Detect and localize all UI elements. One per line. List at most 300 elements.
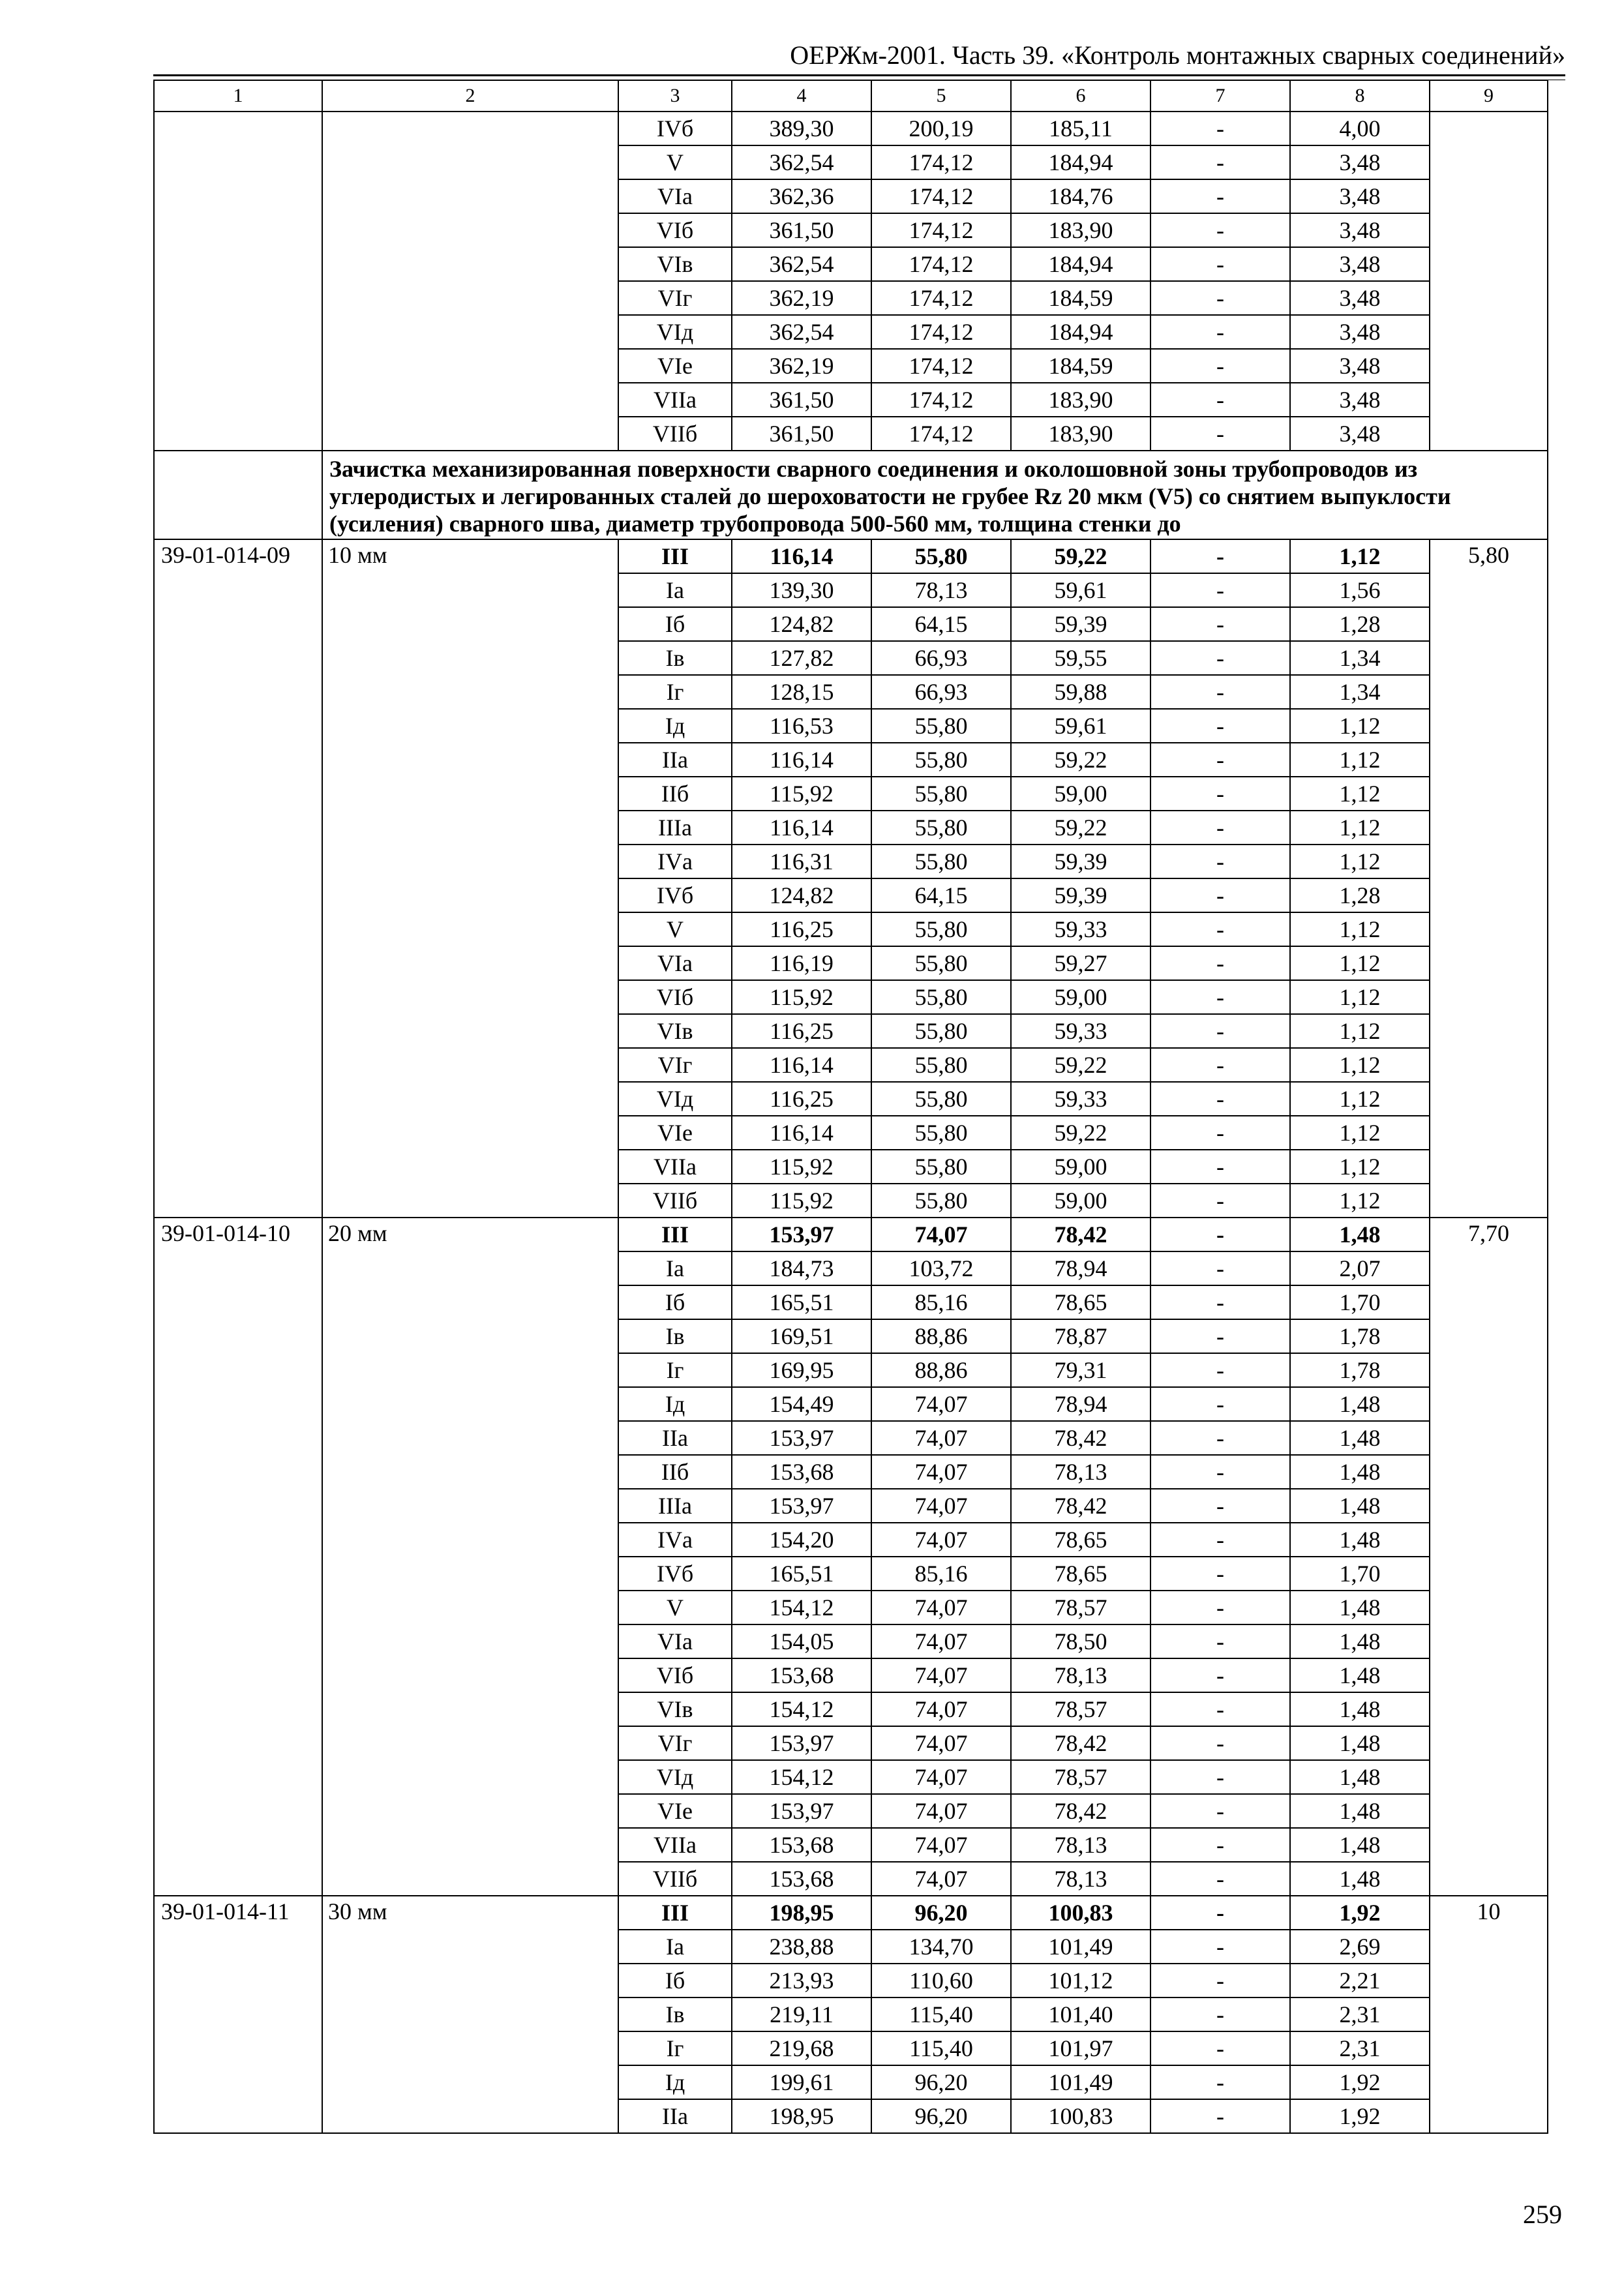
column-number: 3 (618, 80, 732, 112)
table-cell: 174,12 (871, 383, 1011, 417)
table-cell: 78,57 (1011, 1591, 1150, 1624)
table-cell: 116,14 (732, 743, 871, 777)
table-cell: - (1150, 383, 1290, 417)
table-cell: - (1150, 247, 1290, 281)
table-cell: 115,92 (732, 980, 871, 1014)
table-cell: 74,07 (871, 1828, 1011, 1862)
table-cell: 1,28 (1290, 607, 1430, 641)
table-cell: 115,92 (732, 1150, 871, 1184)
wall-thickness: 20 мм (322, 1218, 618, 1896)
table-cell: 1,48 (1290, 1624, 1430, 1658)
table-cell: 59,00 (1011, 1150, 1150, 1184)
table-cell: 100,83 (1011, 2099, 1150, 2133)
table-cell: - (1150, 1930, 1290, 1964)
table-cell: 55,80 (871, 743, 1011, 777)
table-cell: 2,31 (1290, 2031, 1430, 2065)
table-cell: 174,12 (871, 417, 1011, 451)
table-cell: 55,80 (871, 946, 1011, 980)
price-table (153, 80, 1548, 2134)
table-cell: VIе (618, 1116, 732, 1150)
table-cell: - (1150, 1896, 1290, 1930)
table-cell: 1,12 (1290, 811, 1430, 845)
table-cell: VIб (618, 213, 732, 247)
table-cell: - (1150, 145, 1290, 179)
table-cell: VIIб (618, 1184, 732, 1218)
table-cell: 362,54 (732, 315, 871, 349)
table-cell: 59,00 (1011, 980, 1150, 1014)
table-cell: Iа (618, 1251, 732, 1285)
table-cell: 183,90 (1011, 383, 1150, 417)
table-cell: 74,07 (871, 1726, 1011, 1760)
table-cell: 1,48 (1290, 1862, 1430, 1896)
table-cell: 1,12 (1290, 1150, 1430, 1184)
table-cell: 59,39 (1011, 878, 1150, 912)
table-cell: - (1150, 281, 1290, 315)
table-cell: 1,48 (1290, 1760, 1430, 1794)
table-cell: IVб (618, 1557, 732, 1591)
table-cell: 1,48 (1290, 1523, 1430, 1557)
table-cell: - (1150, 1726, 1290, 1760)
table-cell: - (1150, 1082, 1290, 1116)
table-cell: 74,07 (871, 1523, 1011, 1557)
table-cell: IVб (618, 112, 732, 145)
table-cell: - (1150, 912, 1290, 946)
table-cell: 3,48 (1290, 383, 1430, 417)
table-cell: 4,00 (1290, 112, 1430, 145)
table-cell: 362,36 (732, 179, 871, 213)
table-cell: - (1150, 845, 1290, 878)
table-cell: 153,97 (732, 1489, 871, 1523)
table-cell: 101,49 (1011, 1930, 1150, 1964)
table-cell: III (618, 539, 732, 573)
table-cell: - (1150, 1489, 1290, 1523)
table-cell: - (1150, 1421, 1290, 1455)
table-cell: 361,50 (732, 383, 871, 417)
section-description: Зачистка механизированная поверхности сварного соединения и околошовной зоны трубопроводов из углеродистых и легированных сталей до шероховатости не грубее Rz 20 мкм (V5) со снятием выпуклости (усиления) сварного шва, диаметр трубопровода 500-560 мм, толщина стенки до (322, 451, 1548, 539)
column-9-value: 5,80 (1430, 539, 1548, 1218)
table-cell: 59,22 (1011, 811, 1150, 845)
code-cell-empty (154, 112, 322, 451)
table-cell: 1,12 (1290, 1116, 1430, 1150)
table-cell: 238,88 (732, 1930, 871, 1964)
table-cell: 184,59 (1011, 349, 1150, 383)
table-cell: VIIб (618, 417, 732, 451)
table-cell: - (1150, 2031, 1290, 2065)
table-cell: 74,07 (871, 1692, 1011, 1726)
table-cell: 1,12 (1290, 912, 1430, 946)
table-cell: VIд (618, 315, 732, 349)
table-cell: 1,12 (1290, 1048, 1430, 1082)
table-cell: 59,61 (1011, 573, 1150, 607)
column-number: 5 (871, 80, 1011, 112)
table-cell: 198,95 (732, 2099, 871, 2133)
table-cell: 55,80 (871, 709, 1011, 743)
table-cell: 1,12 (1290, 539, 1430, 573)
table-cell: 64,15 (871, 878, 1011, 912)
table-cell: 101,12 (1011, 1964, 1150, 1997)
table-cell: - (1150, 878, 1290, 912)
table-cell: 3,48 (1290, 179, 1430, 213)
table-cell: - (1150, 709, 1290, 743)
table-cell: 154,05 (732, 1624, 871, 1658)
table-cell: III (618, 1896, 732, 1930)
table-cell: 1,48 (1290, 1421, 1430, 1455)
table-cell: - (1150, 777, 1290, 811)
table-row (154, 1896, 1548, 1930)
table-cell: 183,90 (1011, 417, 1150, 451)
table-cell: - (1150, 1048, 1290, 1082)
table-cell: 174,12 (871, 315, 1011, 349)
table-cell: Iд (618, 1387, 732, 1421)
table-cell: 3,48 (1290, 315, 1430, 349)
table-cell: 78,50 (1011, 1624, 1150, 1658)
table-cell: 1,12 (1290, 743, 1430, 777)
table-cell: 55,80 (871, 1082, 1011, 1116)
table-cell: 1,56 (1290, 573, 1430, 607)
table-cell: 116,53 (732, 709, 871, 743)
table-cell: 127,82 (732, 641, 871, 675)
table-cell: VIг (618, 281, 732, 315)
table-cell: 96,20 (871, 1896, 1011, 1930)
table-cell: 59,88 (1011, 675, 1150, 709)
table-cell: Iд (618, 709, 732, 743)
table-cell: 55,80 (871, 1116, 1011, 1150)
table-cell: - (1150, 2065, 1290, 2099)
table-cell: 1,12 (1290, 946, 1430, 980)
table-cell: - (1150, 1218, 1290, 1251)
table-cell: Iв (618, 1997, 732, 2031)
table-cell: 96,20 (871, 2099, 1011, 2133)
table-cell: 66,93 (871, 675, 1011, 709)
table-cell: 78,13 (1011, 1862, 1150, 1896)
table-cell: - (1150, 1557, 1290, 1591)
table-cell: 200,19 (871, 112, 1011, 145)
table-cell: 116,14 (732, 539, 871, 573)
table-cell: 55,80 (871, 1150, 1011, 1184)
table-cell: - (1150, 1014, 1290, 1048)
table-cell: - (1150, 417, 1290, 451)
table-cell: 78,13 (1011, 1455, 1150, 1489)
table-cell: - (1150, 213, 1290, 247)
table-cell: 78,65 (1011, 1285, 1150, 1319)
size-cell-empty (322, 112, 618, 451)
table-cell: 74,07 (871, 1760, 1011, 1794)
table-cell: - (1150, 1964, 1290, 1997)
table-cell: 1,78 (1290, 1353, 1430, 1387)
table-cell: VIIа (618, 1150, 732, 1184)
table-cell: - (1150, 1455, 1290, 1489)
table-cell: 1,48 (1290, 1692, 1430, 1726)
table-cell: 2,69 (1290, 1930, 1430, 1964)
table-cell: 1,48 (1290, 1489, 1430, 1523)
table-cell: 154,49 (732, 1387, 871, 1421)
table-cell: 74,07 (871, 1455, 1011, 1489)
table-cell: Iг (618, 675, 732, 709)
table-cell: - (1150, 607, 1290, 641)
table-cell: - (1150, 1658, 1290, 1692)
table-cell: VIд (618, 1082, 732, 1116)
table-cell: 153,68 (732, 1862, 871, 1896)
table-cell: - (1150, 1319, 1290, 1353)
table-cell: V (618, 145, 732, 179)
table-cell: Iг (618, 2031, 732, 2065)
table-cell: 55,80 (871, 845, 1011, 878)
table-cell: - (1150, 1116, 1290, 1150)
table-cell: 55,80 (871, 980, 1011, 1014)
table-cell: 78,42 (1011, 1421, 1150, 1455)
table-cell: Iв (618, 1319, 732, 1353)
section-description-row (154, 451, 1548, 539)
table-cell: 103,72 (871, 1251, 1011, 1285)
table-cell: 3,48 (1290, 247, 1430, 281)
table-cell: 115,40 (871, 2031, 1011, 2065)
table-cell: 1,12 (1290, 709, 1430, 743)
page-number: 259 (1523, 2200, 1562, 2229)
table-cell: 79,31 (1011, 1353, 1150, 1387)
table-cell: - (1150, 1251, 1290, 1285)
table-cell: 199,61 (732, 2065, 871, 2099)
table-cell: 115,92 (732, 777, 871, 811)
table-cell: 165,51 (732, 1285, 871, 1319)
table-cell: VIв (618, 1692, 732, 1726)
table-cell: - (1150, 1624, 1290, 1658)
table-cell: 116,31 (732, 845, 871, 878)
table-cell: 59,33 (1011, 912, 1150, 946)
table-cell: 362,19 (732, 281, 871, 315)
table-cell: - (1150, 179, 1290, 213)
table-cell: 3,48 (1290, 213, 1430, 247)
table-cell: 165,51 (732, 1557, 871, 1591)
table-cell: - (1150, 1692, 1290, 1726)
table-cell: 78,42 (1011, 1218, 1150, 1251)
table-cell: 184,59 (1011, 281, 1150, 315)
table-cell: 78,57 (1011, 1760, 1150, 1794)
wall-thickness: 10 мм (322, 539, 618, 1218)
table-cell: 1,92 (1290, 2099, 1430, 2133)
table-cell: 59,39 (1011, 607, 1150, 641)
table-cell: IIб (618, 777, 732, 811)
table-cell: - (1150, 315, 1290, 349)
table-cell: 1,12 (1290, 1082, 1430, 1116)
column-number-row (154, 80, 1548, 112)
table-cell: 74,07 (871, 1658, 1011, 1692)
table-cell: 153,97 (732, 1218, 871, 1251)
table-cell: 174,12 (871, 281, 1011, 315)
table-cell: - (1150, 1523, 1290, 1557)
table-cell: 1,12 (1290, 777, 1430, 811)
table-cell: 115,40 (871, 1997, 1011, 2031)
table-cell: 169,51 (732, 1319, 871, 1353)
table-cell: 59,27 (1011, 946, 1150, 980)
table-cell: 3,48 (1290, 145, 1430, 179)
table-cell: V (618, 912, 732, 946)
table-cell: 153,68 (732, 1455, 871, 1489)
column-9-value: 7,70 (1430, 1218, 1548, 1896)
table-cell: 116,14 (732, 811, 871, 845)
table-cell: VIа (618, 946, 732, 980)
table-cell: 169,95 (732, 1353, 871, 1387)
table-cell: - (1150, 1794, 1290, 1828)
table-cell: 100,83 (1011, 1896, 1150, 1930)
table-cell: 78,42 (1011, 1794, 1150, 1828)
table-cell: 1,92 (1290, 2065, 1430, 2099)
table-cell: Iа (618, 573, 732, 607)
table-cell: 1,48 (1290, 1726, 1430, 1760)
table-cell: Iд (618, 2065, 732, 2099)
table-cell: 59,22 (1011, 1116, 1150, 1150)
table-cell: 198,95 (732, 1896, 871, 1930)
table-cell: IIа (618, 743, 732, 777)
table-cell: 74,07 (871, 1489, 1011, 1523)
table-cell: 78,94 (1011, 1387, 1150, 1421)
table-cell: VIг (618, 1048, 732, 1082)
table-cell: 1,48 (1290, 1218, 1430, 1251)
table-cell: 78,57 (1011, 1692, 1150, 1726)
table-cell: 116,25 (732, 912, 871, 946)
table-cell: - (1150, 811, 1290, 845)
table-cell: 184,94 (1011, 315, 1150, 349)
table-cell: - (1150, 1387, 1290, 1421)
table-cell: 213,93 (732, 1964, 871, 1997)
table-cell: 55,80 (871, 777, 1011, 811)
table-cell: 1,48 (1290, 1658, 1430, 1692)
table-cell: 74,07 (871, 1421, 1011, 1455)
table-cell: 184,94 (1011, 247, 1150, 281)
table-cell: 1,48 (1290, 1591, 1430, 1624)
table-cell: 78,65 (1011, 1523, 1150, 1557)
table-cell: 124,82 (732, 607, 871, 641)
column-number: 9 (1430, 80, 1548, 112)
table-cell: - (1150, 1828, 1290, 1862)
table-cell: 116,14 (732, 1048, 871, 1082)
table-cell: 183,90 (1011, 213, 1150, 247)
table-cell: 1,70 (1290, 1557, 1430, 1591)
table-cell: 3,48 (1290, 349, 1430, 383)
table-cell: - (1150, 1184, 1290, 1218)
table-cell: 154,12 (732, 1760, 871, 1794)
table-cell: 78,13 (1011, 1828, 1150, 1862)
table-cell: 59,22 (1011, 743, 1150, 777)
position-code: 39-01-014-10 (154, 1218, 322, 1896)
column-number: 4 (732, 80, 871, 112)
table-cell: 219,68 (732, 2031, 871, 2065)
table-cell: - (1150, 573, 1290, 607)
table-cell: VIе (618, 349, 732, 383)
table-cell: - (1150, 1150, 1290, 1184)
table-cell: 101,97 (1011, 2031, 1150, 2065)
table-cell: 55,80 (871, 811, 1011, 845)
table-cell: - (1150, 743, 1290, 777)
table-cell: - (1150, 112, 1290, 145)
table-cell: 128,15 (732, 675, 871, 709)
table-cell: 219,11 (732, 1997, 871, 2031)
table-cell: 59,61 (1011, 709, 1150, 743)
table-cell: IVб (618, 878, 732, 912)
table-cell: 2,21 (1290, 1964, 1430, 1997)
table-cell: VIб (618, 980, 732, 1014)
table-cell: 74,07 (871, 1862, 1011, 1896)
table-cell: 1,34 (1290, 641, 1430, 675)
table-cell: 362,54 (732, 247, 871, 281)
table-cell: 59,00 (1011, 1184, 1150, 1218)
table-row (154, 1218, 1548, 1251)
table-cell: VIIа (618, 1828, 732, 1862)
table-cell: 64,15 (871, 607, 1011, 641)
table-cell: 154,12 (732, 1692, 871, 1726)
table-cell: VIIб (618, 1862, 732, 1896)
table-cell: 110,60 (871, 1964, 1011, 1997)
table-cell: 153,68 (732, 1658, 871, 1692)
table-cell: - (1150, 349, 1290, 383)
column-number: 8 (1290, 80, 1430, 112)
column-9-value: 10 (1430, 1896, 1548, 2133)
table-cell: VIа (618, 179, 732, 213)
table-cell: IIб (618, 1455, 732, 1489)
table-cell: 2,07 (1290, 1251, 1430, 1285)
table-cell: - (1150, 1591, 1290, 1624)
table-cell: 154,20 (732, 1523, 871, 1557)
table-cell: 1,48 (1290, 1387, 1430, 1421)
position-code: 39-01-014-11 (154, 1896, 322, 2133)
table-cell: 59,55 (1011, 641, 1150, 675)
table-cell: VIб (618, 1658, 732, 1692)
table-cell: 116,14 (732, 1116, 871, 1150)
table-cell: 1,48 (1290, 1828, 1430, 1862)
table-cell: 78,94 (1011, 1251, 1150, 1285)
table-cell: VIв (618, 1014, 732, 1048)
table-cell: VIв (618, 247, 732, 281)
table-cell: 3,48 (1290, 281, 1430, 315)
table-cell: - (1150, 641, 1290, 675)
table-cell: IIIа (618, 1489, 732, 1523)
table-cell: Iб (618, 1285, 732, 1319)
table-cell: 1,92 (1290, 1896, 1430, 1930)
table-row (154, 539, 1548, 573)
table-cell: 101,40 (1011, 1997, 1150, 2031)
table-cell: 1,12 (1290, 1184, 1430, 1218)
table-cell: - (1150, 2099, 1290, 2133)
table-cell: VIе (618, 1794, 732, 1828)
table-cell: 115,92 (732, 1184, 871, 1218)
table-cell: 1,28 (1290, 878, 1430, 912)
table-cell: 153,68 (732, 1828, 871, 1862)
table-cell: 2,31 (1290, 1997, 1430, 2031)
table-cell: 116,25 (732, 1082, 871, 1116)
table-cell: 174,12 (871, 247, 1011, 281)
table-cell: 184,94 (1011, 145, 1150, 179)
table-cell: 153,97 (732, 1794, 871, 1828)
table-cell: 85,16 (871, 1557, 1011, 1591)
table-cell: 78,13 (871, 573, 1011, 607)
table-cell: Iг (618, 1353, 732, 1387)
table-cell: Iв (618, 641, 732, 675)
table-cell: 78,42 (1011, 1726, 1150, 1760)
table-cell: 1,12 (1290, 1014, 1430, 1048)
table-cell: 55,80 (871, 539, 1011, 573)
table-cell: 1,78 (1290, 1319, 1430, 1353)
table-cell: 1,48 (1290, 1455, 1430, 1489)
table-cell: IIIа (618, 811, 732, 845)
table-cell: - (1150, 1862, 1290, 1896)
table-cell: - (1150, 946, 1290, 980)
table-cell: 184,73 (732, 1251, 871, 1285)
table-cell: 55,80 (871, 1184, 1011, 1218)
table-cell: 59,33 (1011, 1082, 1150, 1116)
table-cell: Iа (618, 1930, 732, 1964)
table-cell: 78,13 (1011, 1658, 1150, 1692)
table-cell: VIIа (618, 383, 732, 417)
table-row (154, 112, 1548, 145)
